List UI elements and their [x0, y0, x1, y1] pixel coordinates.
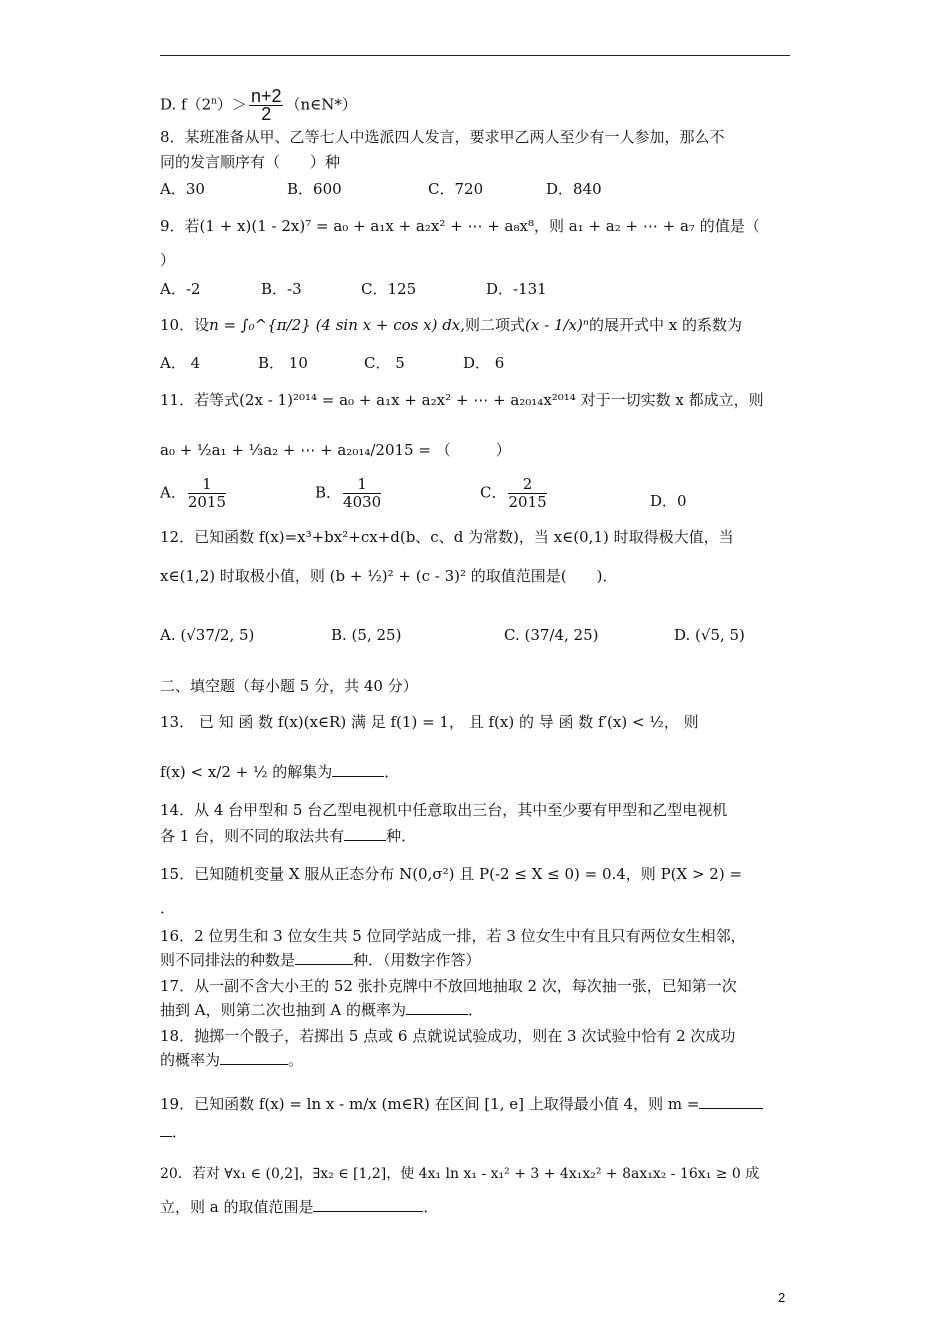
q20-line2-end: ． — [423, 1198, 439, 1216]
section-title: 二、填空题（每小题 5 分，共 40 分） — [160, 677, 418, 695]
q16-answer-blank — [295, 950, 353, 965]
q11-b-label: B． — [315, 483, 342, 502]
q16-line2 — [160, 950, 800, 970]
q19-line2-end: ． — [172, 1123, 188, 1141]
q13-line2-end: ． — [384, 763, 400, 781]
q15-line1: 15．已知随机变量 X 服从正态分布 N(0,σ²) 且 P(-2 ≤ X ≤ 0) = 0.4，则 P(X > 2) = — [160, 865, 743, 883]
header-rule — [160, 55, 790, 56]
q13-line1: 13． 已 知 函 数 f(x)(x∈R) 满 足 f(1) = 1， 且 f(x) 的 导 函 数 f′(x) < ½， 则 — [160, 713, 699, 731]
q17-line2 — [160, 1000, 800, 1020]
q7d-den: 2 — [261, 104, 272, 124]
q19-line1 — [160, 1094, 800, 1114]
q10-option-b: B． 10 — [258, 354, 308, 372]
q10-binomial: (x - 1/x)ⁿ — [525, 316, 589, 334]
q16-line2-text: 则不同排法的种数是 — [160, 951, 296, 969]
q7-option-d — [160, 88, 800, 123]
q10-option-c: C． 5 — [364, 354, 405, 372]
q19-line1-text: 19．已知函数 f(x) = ln x - m/x (m∈R) 在区间 [1, e] 上取得最小值 4，则 m = — [160, 1095, 700, 1113]
q14-line2-text: 各 1 台，则不同的取法共有 — [160, 827, 345, 845]
q8-option-b: B．600 — [287, 180, 342, 198]
q11-c-fraction — [508, 476, 546, 511]
q17-line2-end: ． — [467, 1001, 483, 1019]
q11-a-label: A． — [160, 483, 186, 502]
q7d-num: n+2 — [250, 86, 282, 106]
q9-option-d: D．-131 — [486, 280, 547, 298]
q8-option-a: A．30 — [160, 180, 205, 198]
q7d-fraction — [249, 88, 284, 123]
q7d-label: D. f（2 — [160, 95, 212, 114]
q11-b-den: 4030 — [343, 493, 382, 511]
q8-line1: 8．某班准备从甲、乙等七人中选派四人发言，要求甲乙两人至少有一人参加，那么不 — [160, 128, 725, 146]
q13-answer-blank — [332, 762, 384, 777]
q10-integral: n = ∫₀^{π/2} (4 sin x + cos x) dx, — [209, 316, 466, 334]
q8-option-d: D．840 — [546, 180, 602, 198]
q10-pre: 10．设 — [160, 316, 210, 334]
q20-line2-text: 立，则 a 的取值范围是 — [160, 1198, 314, 1216]
q10-tail: 的展开式中 x 的系数为 — [588, 316, 742, 334]
q15-line2: ． — [160, 899, 176, 917]
q11-b-num: 1 — [343, 476, 381, 494]
q18-line2-end: 。 — [288, 1051, 304, 1069]
q12-option-b: B. (5, 25) — [331, 626, 402, 644]
q11-line2: a₀ + ½a₁ + ⅓a₂ + ⋯ + a₂₀₁₄/2015 = （ ） — [160, 441, 511, 459]
q16-line1: 16．2 位男生和 3 位女生共 5 位同学站成一排，若 3 位女生中有且只有两位女生相邻， — [160, 927, 746, 945]
q11-b-fraction — [343, 476, 381, 511]
q20-line1: 20．若对 ∀x₁ ∈ (0,2]，∃x₂ ∈ [1,2]，使 4x₁ ln x₁ - x₁² + 3 + 4x₁x₂² + 8ax₁x₂ - 16x₁ ≥ 0 成 — [160, 1166, 760, 1182]
q19-answer-blank-cont — [160, 1122, 172, 1137]
q10-mid: 则二项式 — [465, 316, 526, 334]
q14-answer-blank — [344, 826, 386, 841]
q11-line1: 11．若等式(2x - 1)²⁰¹⁴ = a₀ + a₁x + a₂x² + ⋯ + a₂₀₁₄x²⁰¹⁴ 对于一切实数 x 都成立，则 — [160, 391, 764, 409]
q16-line2-end: 种．（用数字作答） — [353, 951, 481, 969]
q11-c-num: 2 — [508, 476, 546, 494]
q14-line2 — [160, 826, 800, 846]
q9-line2: ） — [160, 251, 176, 269]
q8-option-c: C．720 — [428, 180, 484, 198]
q12-option-c: C. (37/4, 25) — [504, 626, 599, 644]
q10-option-a: A． 4 — [160, 354, 201, 372]
q8-line2: 同的发言顺序有（ ）种 — [160, 153, 341, 171]
q11-a-num: 1 — [188, 476, 226, 494]
q10-line — [160, 315, 800, 335]
q17-answer-blank — [406, 1000, 468, 1015]
q19-line2 — [160, 1122, 800, 1142]
q14-line2-end: 种． — [386, 827, 417, 845]
q20-answer-blank — [313, 1197, 423, 1212]
q10-option-d: D． 6 — [463, 354, 505, 372]
q11-option-c — [480, 476, 549, 511]
q11-option-a — [160, 476, 228, 511]
q12-line1: 12．已知函数 f(x)=x³+bx²+cx+d(b、c、d 为常数)，当 x∈(0,1) 时取得极大值，当 — [160, 528, 734, 546]
q13-line2 — [160, 762, 800, 782]
q18-answer-blank — [220, 1050, 288, 1065]
q20-line2 — [160, 1197, 800, 1217]
page-number: 2 — [778, 1290, 786, 1305]
q12-option-d: D. (√5, 5) — [674, 626, 745, 644]
q17-line2-text: 抽到 A，则第二次也抽到 A 的概率为 — [160, 1001, 406, 1019]
q9-option-b: B．-3 — [261, 280, 302, 298]
q11-c-den: 2015 — [508, 493, 547, 511]
q9-line1: 9．若(1 + x)(1 - 2x)⁷ = a₀ + a₁x + a₂x² + ⋯ + a₈x⁸，则 a₁ + a₂ + ⋯ + a₇ 的值是（ — [160, 217, 760, 235]
q7d-mid: ）＞ — [216, 95, 247, 114]
q11-c-label: C． — [480, 483, 507, 502]
q11-a-den: 2015 — [187, 493, 227, 511]
q14-line1: 14．从 4 台甲型和 5 台乙型电视机中任意取出三台，其中至少要有甲型和乙型电视机 — [160, 801, 728, 819]
q7d-sup: n — [211, 96, 217, 107]
q9-option-c: C．125 — [361, 280, 417, 298]
q13-line2-text: f(x) < x/2 + ½ 的解集为 — [160, 763, 333, 781]
q18-line1: 18．抛掷一个骰子，若掷出 5 点或 6 点就说试验成功，则在 3 次试验中恰有 2 次成功 — [160, 1027, 736, 1045]
q17-line1: 17．从一副不含大小王的 52 张扑克牌中不放回地抽取 2 次，每次抽一张，已知第一次 — [160, 977, 737, 995]
q7d-tail: （n∈N*） — [285, 95, 357, 114]
q11-option-b — [315, 476, 383, 511]
q19-answer-blank — [699, 1094, 763, 1109]
q11-option-d: D．0 — [650, 492, 687, 510]
q12-option-a: A. (√37/2, 5) — [160, 626, 255, 644]
q18-line2-text: 的概率为 — [160, 1051, 221, 1069]
q9-option-a: A．-2 — [160, 280, 201, 298]
q12-line2: x∈(1,2) 时取极小值，则 (b + ½)² + (c - 3)² 的取值范围是( )． — [160, 567, 618, 585]
q11-a-fraction — [188, 476, 226, 511]
q18-line2 — [160, 1050, 800, 1070]
